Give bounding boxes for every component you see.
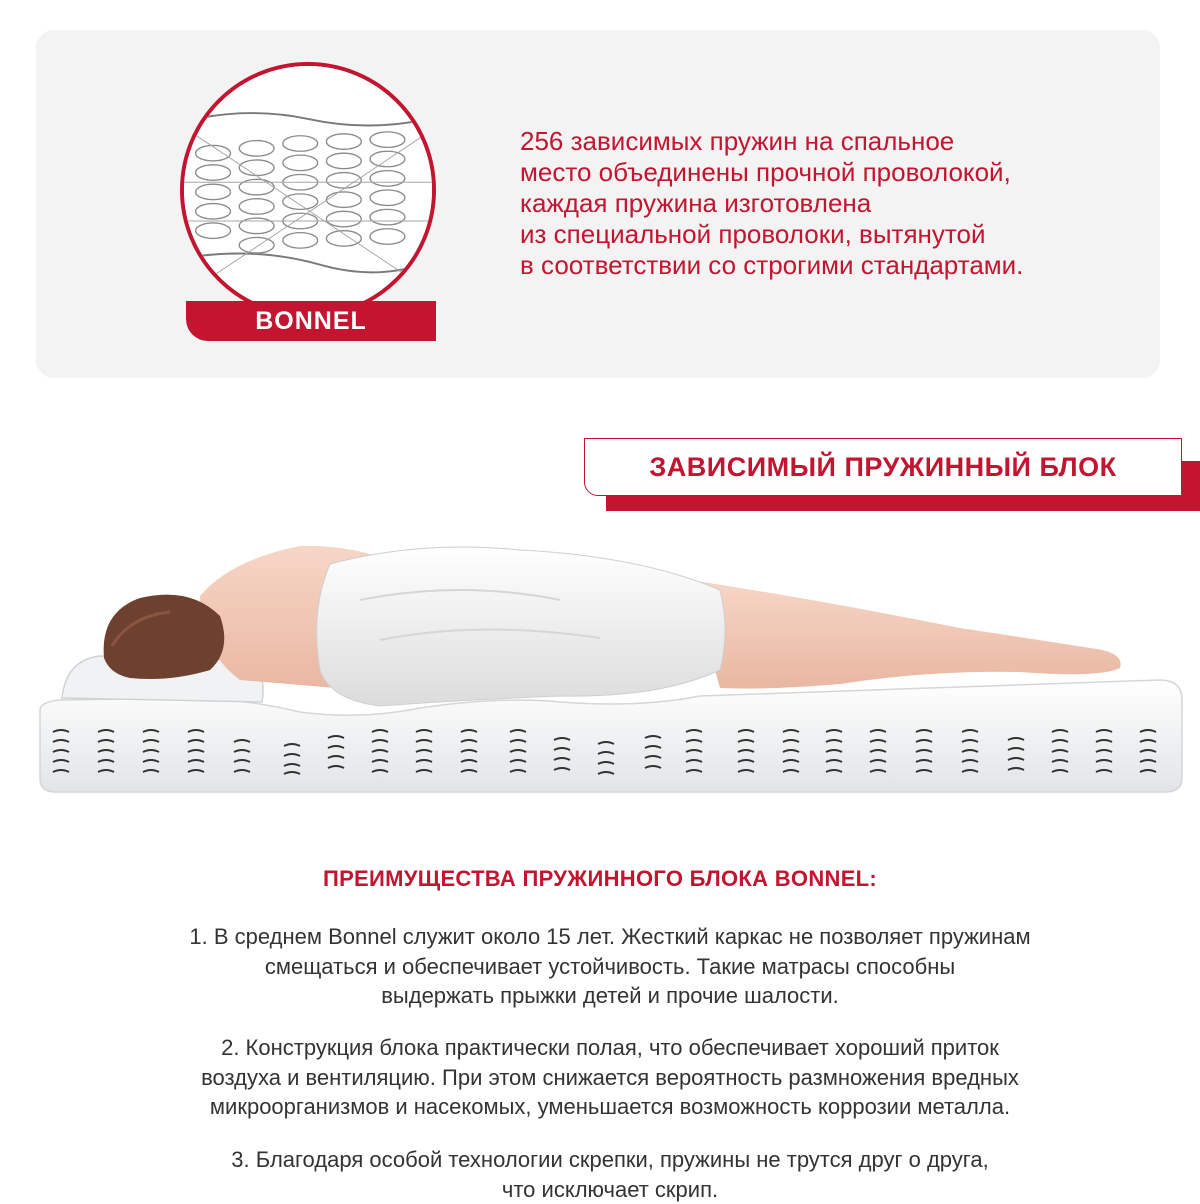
advantage-line: 1. В среднем Bonnel служит около 15 лет. Жесткий каркас не позволяет пружинам	[40, 922, 1180, 952]
description-line: 256 зависимых пружин на спальное	[520, 126, 1140, 157]
advantage-line: смещаться и обеспечивает устойчивость. Такие матрасы способны	[40, 952, 1180, 982]
advantage-item-3	[40, 1145, 1180, 1204]
spring-mesh-graphic	[184, 66, 432, 314]
spring-description	[520, 126, 1140, 281]
advantage-line: 3. Благодаря особой технологии скрепки, пружины не трутся друг о друга,	[40, 1145, 1180, 1175]
advantage-line: 2. Конструкция блока практически полая, что обеспечивает хороший приток	[40, 1033, 1180, 1063]
description-line: из специальной проволоки, вытянутой	[520, 219, 1140, 250]
advantage-item-2	[40, 1033, 1180, 1122]
description-line: каждая пружина изготовлена	[520, 188, 1140, 219]
advantage-line: воздуха и вентиляцию. При этом снижается вероятность размножения вредных	[40, 1063, 1180, 1093]
sleeping-person-graphic	[0, 520, 1200, 820]
advantages-title: ПРЕИМУЩЕСТВА ПРУЖИННОГО БЛОКА BONNEL:	[0, 866, 1200, 892]
spring-block-image	[180, 62, 436, 318]
bonnel-badge: BONNEL	[186, 301, 436, 341]
description-line: в соответствии со строгими стандартами.	[520, 250, 1140, 281]
mattress-illustration	[0, 520, 1200, 820]
advantage-line: что исключает скрип.	[40, 1175, 1180, 1204]
block-title: ЗАВИСИМЫЙ ПРУЖИННЫЙ БЛОК	[584, 438, 1182, 496]
description-line: место объединены прочной проволокой,	[520, 157, 1140, 188]
advantage-line: микроорганизмов и насекомых, уменьшается возможность коррозии металла.	[40, 1092, 1180, 1122]
advantage-item-1	[40, 922, 1180, 1011]
advantage-line: выдержать прыжки детей и прочие шалости.	[40, 981, 1180, 1011]
